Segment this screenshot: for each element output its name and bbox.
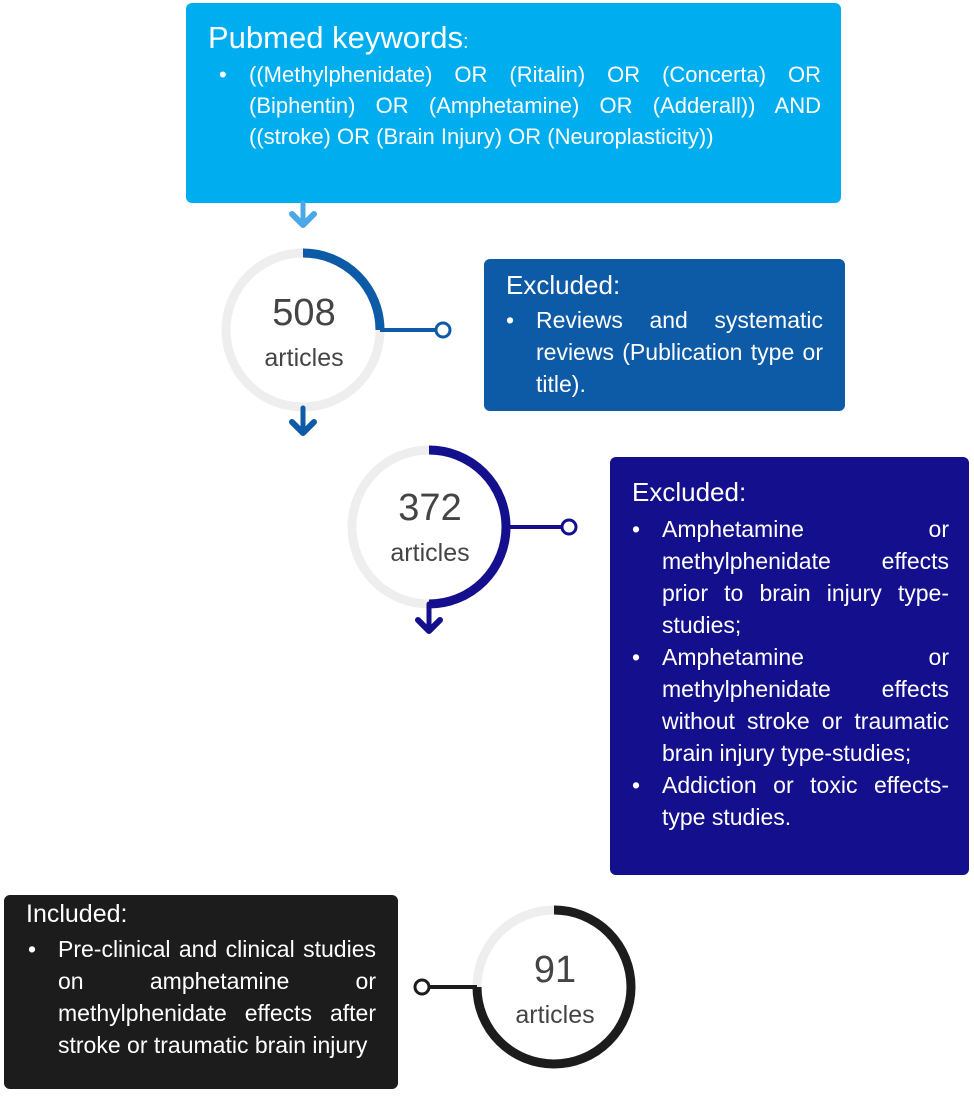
- keywords-title-colon: :: [463, 31, 469, 53]
- connector-node: [562, 520, 576, 534]
- stage-count: 372: [398, 487, 462, 529]
- stage-unit: articles: [515, 1001, 595, 1029]
- keywords-title-text: Pubmed keywords: [208, 20, 464, 55]
- stage-ring-91: [415, 910, 631, 1064]
- stage-count: 508: [272, 292, 336, 334]
- excluded-2-title: Excluded:: [632, 477, 747, 507]
- excluded-1-title: Excluded:: [506, 270, 621, 300]
- stage-ring-508: [226, 253, 450, 407]
- excluded-2-item: • Amphetamine or methylphenidate effects without stroke or traumatic brain injury type-studies;: [662, 641, 949, 769]
- keywords-query: • ((Methylphenidate) OR (Ritalin) OR (Concerta) OR (Biphentin) OR (Amphetamine) OR (Adderall)) AND ((stroke) OR (Brain Injury) OR (Neuroplasticity)): [249, 59, 821, 152]
- connector-node: [436, 323, 450, 337]
- arrow-down-icon: [292, 408, 314, 433]
- stage-unit: articles: [390, 539, 470, 567]
- excluded-2-item: • Addiction or toxic effects-type studies.: [662, 769, 949, 833]
- included-item: • Pre-clinical and clinical studies on amphetamine or methylphenidate effects after stroke or traumatic brain injury: [58, 933, 376, 1061]
- excluded-1-item: • Reviews and systematic reviews (Publication type or title).: [536, 304, 823, 400]
- excluded-2-item: • Amphetamine or methylphenidate effects prior to brain injury type-studies;: [662, 513, 949, 641]
- stage-unit: articles: [264, 344, 344, 372]
- stage-ring-372: [352, 450, 576, 631]
- connector-node: [415, 980, 429, 994]
- included-title: Included:: [26, 900, 128, 928]
- stage-count: 91: [533, 949, 577, 991]
- arrow-down-icon: [292, 203, 314, 225]
